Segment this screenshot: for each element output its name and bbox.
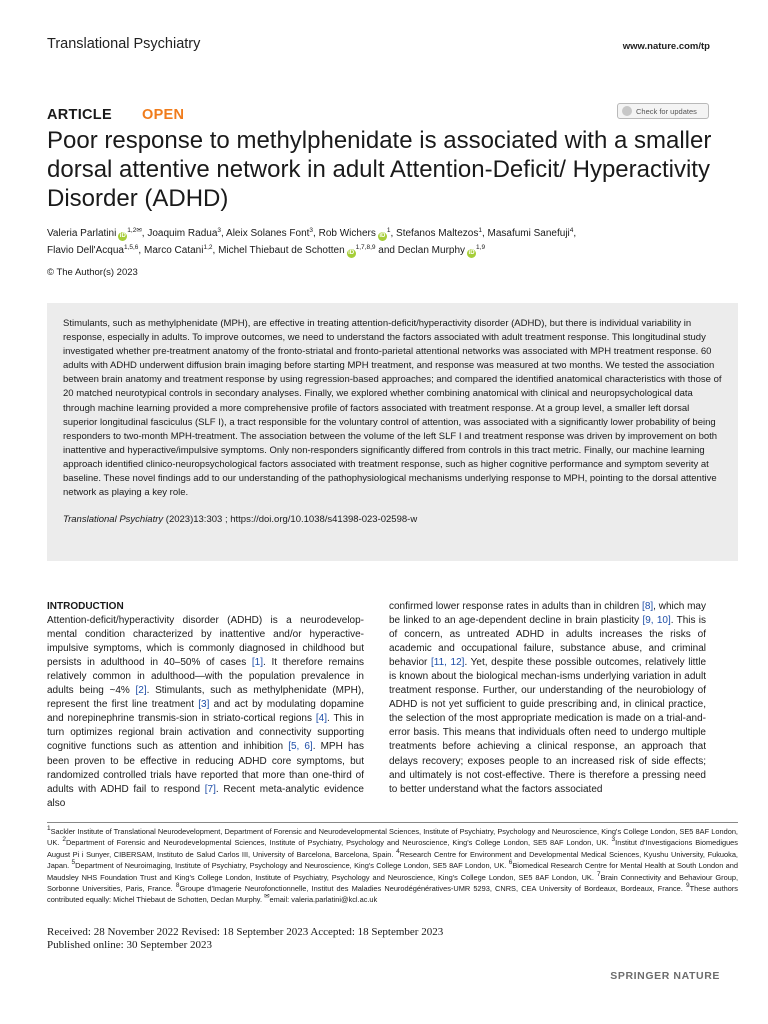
footnote-text: Research Centre for Environment and Developmental Medical Sciences, Kyushu University, Fukuoka, Japan. [47, 849, 738, 871]
author-affiliation: 1 [386, 227, 391, 234]
reference-link[interactable]: [2] [135, 685, 147, 697]
intro-column-left [47, 600, 364, 811]
author-name[interactable]: Marco Catani [143, 245, 204, 256]
author-name[interactable]: Joaquim Radua [147, 228, 218, 239]
article-title: Poor response to methylphenidate is associated with a smaller dorsal attentive network in adult Attention-Deficit/ Hyperactivity Disorder (ADHD) [47, 127, 712, 212]
citation-details[interactable]: (2023)13:303 ; https://doi.org/10.1038/s41398-023-02598-w [165, 514, 418, 526]
intro-heading: INTRODUCTION [47, 601, 124, 612]
orcid-icon[interactable]: iD [119, 233, 126, 239]
author-affiliation: 3 [217, 227, 222, 234]
body-text: . Stimulants, such as methylphenidate (MPH), represent the first line treatment [47, 685, 364, 711]
footnote-number: 8 [175, 882, 180, 890]
reference-link[interactable]: [7] [204, 783, 216, 795]
author-affiliation: 4 [569, 227, 574, 234]
check-updates-icon [622, 106, 632, 116]
author[interactable] [396, 228, 482, 239]
email-text[interactable]: email: valeria.parlatini@kcl.ac.uk [269, 895, 378, 905]
author-name[interactable]: Valeria Parlatini [47, 228, 117, 239]
journal-url[interactable]: www.nature.com/tp [622, 41, 710, 52]
footnote-text: Department of Neuroimaging, Institute of Psychiatry, Psychology and Neuroscience, King's College London, SE5 8AF London, UK. [75, 861, 509, 871]
reference-link[interactable]: [11, 12] [430, 657, 465, 669]
author-list: Valeria Parlatini $iD^{1,2✉}$, Joaquim Radua$^3$, Aleix Solanes Font$^3$, Rob Wichers $iD^1$, Stefanos Maltezos$^1$, Masafumi Sanefuji$^4$, Flavio Dell'Acqua$^{1,5,6}$, Marco Catani$^{1,2}$, Michel Thiebaut de Schotten iD$^{1,7,8,9}$ and Declan Murphy iD$^{1,9}$ [47, 227, 577, 256]
author-name[interactable]: Michel Thiebaut de Schotten [218, 245, 345, 256]
intro-column-right [389, 600, 706, 797]
author[interactable] [47, 228, 142, 239]
author-affiliation: 1 [478, 227, 482, 234]
body-text: . This is of concern, as untreated ADHD in adults increases the risks of academic and occupational failure, substance abuse, and criminal behavior [389, 615, 706, 669]
author-affiliation: 1,5,6 [123, 244, 139, 251]
received-dates: Received: 28 November 2022 Revised: 18 September 2023 Accepted: 18 September 2023 [47, 926, 444, 938]
footnote-number: 4 [396, 847, 400, 855]
article-history [47, 926, 647, 952]
footnote-text: Biomedical Research Centre for Mental Health at South London and Maudsley NHS Foundation Trust and King's College London, Institute of Psychiatry, Psychology and Neuroscience, King's College London, SE5 8AF London, UK. [47, 861, 738, 882]
copyright: © The Author(s) 2023 [47, 267, 138, 278]
author-name[interactable]: Rob Wichers [318, 228, 376, 239]
check-for-updates-button[interactable] [617, 103, 709, 119]
reference-link[interactable]: [5, 6] [288, 741, 313, 753]
footnote-number: 1 [47, 825, 51, 832]
journal-name: Translational Psychiatry [47, 36, 201, 52]
author[interactable] [319, 228, 391, 239]
author[interactable] [226, 228, 313, 239]
footnote-text: These authors contributed equally: Michel Thiebaut de Schotten, Declan Murphy. [47, 884, 738, 905]
body-text: and act by modulating dopamine and norepinephrine transmis-sion in striato-cortical regions [47, 699, 364, 725]
orcid-icon[interactable]: iD [379, 233, 386, 239]
orcid-icon[interactable]: iD [348, 250, 355, 256]
body-text: , which may be linked to an age-dependent decline in brain plasticity [389, 601, 706, 627]
author-name[interactable]: Declan Murphy [397, 245, 466, 256]
body-text: Attention-deficit/hyperactivity disorder (ADHD) is a neurodevelop-mental condition characterized by inattentive and/or hyperactive-impulsive symptoms, which is commonly diagnosed in childhood but persists in adulthood in 40–50% of cases [47, 615, 364, 669]
author[interactable] [147, 228, 221, 239]
affiliations-footnote [47, 826, 738, 906]
open-access-badge: OPEN [142, 107, 185, 123]
footnote-text: Sackler Institute of Translational Neurodevelopment, Department of Forensic and Neurodevelopmental Sciences, Institute of Psychiatry, Psychology and Neuroscience, King's College London, SE5 8AF London, UK. [47, 827, 738, 848]
footnote-number: 5 [71, 859, 76, 867]
author-affiliation: 1,7,8,9 [355, 244, 376, 251]
footnote-divider [47, 822, 738, 823]
body-text: . This in turn optimizes regional brain activation and connectivity supporting cognitive functions such as attention and inhibition [47, 713, 364, 753]
footnote-number: 9 [686, 882, 690, 890]
citation-journal: Translational Psychiatry [63, 514, 164, 526]
author[interactable] [47, 245, 138, 256]
abstract-box [47, 303, 738, 561]
footnote-text: Groupe d'Imagerie Neurofonctionnelle, Institut des Maladies Neurodégénératives-UMR 5293, CNRS, CEA University of Bordeaux, Bordeaux, France. [179, 884, 687, 894]
footnote-number: 3 [611, 836, 616, 844]
orcid-icon[interactable]: iD [468, 250, 475, 256]
intro-body-left [47, 615, 364, 809]
footnote-text: Department of Forensic and Neurodevelopmental Sciences, Institute of Psychiatry, Psychology and Neuroscience, King's College London, SE5 8AF London, UK. [65, 838, 612, 848]
author[interactable] [218, 245, 375, 256]
footnote-number: 7 [596, 870, 601, 878]
body-text: . It therefore remains relatively common in adulthood—with the population prevalence in adults being ~4% [47, 657, 365, 697]
reference-link[interactable]: [9, 10] [642, 615, 671, 627]
citation [63, 514, 722, 525]
author-name[interactable]: Flavio Dell'Acqua [47, 245, 124, 256]
body-text: . Recent meta-analytic evidence also [47, 783, 364, 809]
publisher-logo: SPRINGER NATURE [610, 970, 720, 982]
reference-link[interactable]: [4] [315, 713, 327, 725]
reference-link[interactable]: [8] [642, 601, 654, 612]
body-text: . MPH has been proven to be effective in reducing ADHD core symptoms, but randomized controlled trials have reported that more than one-third of adults with ADHD fail to respond [47, 741, 364, 795]
footnote-number: 6 [508, 859, 513, 867]
author-name[interactable]: Masafumi Sanefuji [487, 228, 570, 239]
check-updates-label: Check for updates [636, 106, 697, 116]
body-text: confirmed lower response rates in adults than in children [389, 601, 643, 612]
author[interactable] [488, 228, 574, 239]
author-affiliation: 1,2 [203, 244, 213, 251]
footnote-text: Institut d'Investigacions Biomedigues August Pi i Sunyer, CIBERSAM, Instituto de Salud Carlos III, University of Barcelona, Barcelona, Spain. [47, 838, 738, 859]
abstract-text: Stimulants, such as methylphenidate (MPH), are effective in treating attention-deficit/hyperactivity disorder (ADHD), but there is individual variability in response, especially in adults. To improve outcomes, we need to understand the factors associated with adult treatment response. This longitudinal study investigated whether pre-treatment anatomy of the fronto-striatal and fronto-parietal attentional networks was associated with MPH treatment response. 60 adults with ADHD underwent diffusion brain imaging before starting MPH treatment, and response was measured at two months. We tested the association between brain anatomy and treatment response by using regression-based approaches; and compared the identified anatomical characteristics with those of 20 matched neurotypical controls in secondary analyses. Finally, we explored whether combining anatomical with clinical and neuropsychological data through machine learning provided a more comprehensive profile of factors associated with treatment response. At a group level, a smaller left dorsal superior longitudinal fasciculus (SLF I), a tract responsible for the voluntary control of attention, was associated with a significantly lower probability of being responders to two-month MPH-treatment. The association between the volume of the left SLF I and treatment response was driven by improvement on both inattentive and hyperactive/impulsive symptoms. Only non-responders significantly differed from controls in this tract metric. Finally, our machine learning approach identified clinico-neuropsychological factors associated with treatment response, such as higher cognitive performance and symptom severity at baseline. These novel findings add to our understanding of the pathophysiological mechanisms underlying response to MPH, pointing to the dorsal attentive network as playing a key role. [63, 318, 722, 499]
author-name[interactable]: Stefanos Maltezos [396, 228, 479, 239]
author-name[interactable]: Aleix Solanes Font [226, 228, 310, 239]
footnote-text: Brain Connectivity and Behaviour Group, Sorbonne Universities, Paris, France. [47, 872, 738, 894]
author-affiliation: 1,9 [476, 244, 486, 251]
author-affiliation: 3 [309, 227, 314, 234]
author[interactable] [144, 245, 213, 256]
intro-body-right [389, 601, 706, 795]
reference-link[interactable]: [3] [198, 699, 210, 711]
email-icon: ✉ [264, 893, 270, 901]
published-date: Published online: 30 September 2023 [47, 939, 212, 951]
author[interactable] [398, 245, 485, 256]
footnote-number: 2 [62, 836, 66, 844]
article-type: ARTICLE [47, 107, 112, 123]
reference-link[interactable]: [1] [251, 657, 264, 669]
author-affiliation: 1,2✉ [127, 227, 142, 234]
body-text: . Yet, despite these possible outcomes, relatively little is known about the biological mechan-isms underlying variation in adult treatment response. Further, our understanding of the neurobiology of ADHD is not yet sufficient to guide prescribing and, in clinical practice, the selection of the most appropriate medication is made on a trial-and-error basis. This means that individuals often need to undergo multiple treatments before achieving a clinical response, an approach that delays recovery; exposes people to an increased risk of side effects; and ultimately is not cost-effective. There is therefore a pressing need to better understand what the factors associated [389, 657, 706, 795]
